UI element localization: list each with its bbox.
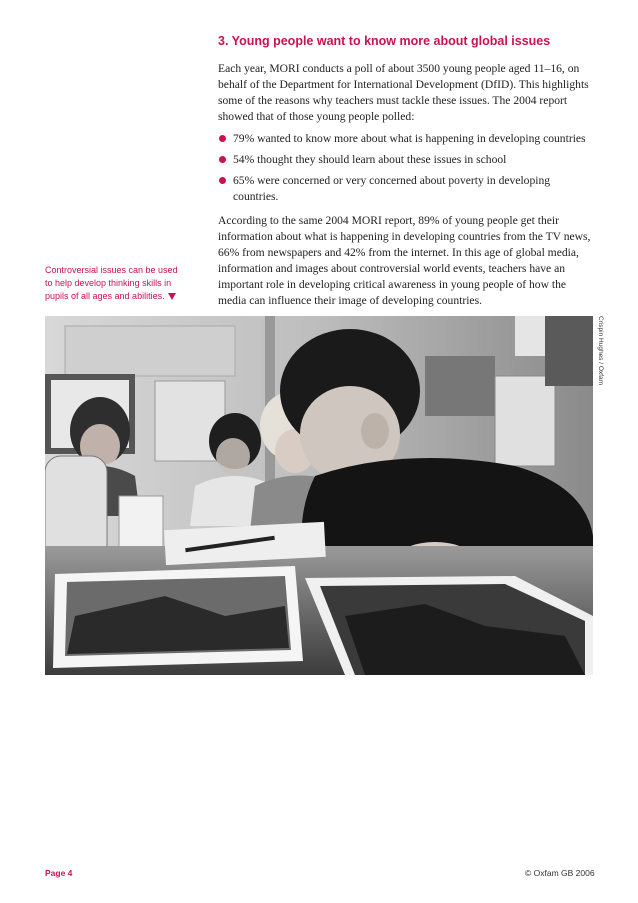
photo-credit: Crispin Hughes / Oxfam bbox=[597, 316, 604, 385]
intro-paragraph: Each year, MORI conducts a poll of about 3500 young people aged 11–16, on behalf of the Department for International Development (DfID). This highlights some of the reasons why teachers must tackle these issues. The 2004 report showed that of those young people polled: bbox=[218, 62, 589, 123]
bullet-text: 65% were concerned or very concerned about poverty in developing countries. bbox=[233, 174, 551, 203]
bullet-dot-icon bbox=[219, 177, 226, 184]
section-heading: 3. Young people want to know more about global issues bbox=[218, 34, 551, 48]
bullet-item bbox=[218, 173, 596, 205]
bullet-dot-icon bbox=[219, 156, 226, 163]
bullet-text: 54% thought they should learn about these issues in school bbox=[233, 153, 507, 166]
classroom-photo bbox=[45, 316, 593, 675]
body-text bbox=[218, 61, 596, 315]
bullet-dot-icon bbox=[219, 135, 226, 142]
bullet-list bbox=[218, 131, 596, 205]
bullet-item bbox=[218, 152, 596, 168]
media-paragraph: According to the same 2004 MORI report, 89% of young people get their information about what is happening in developing countries from the TV news, 66% from newspapers and 42% from the internet. In this age of global media, information and images about controversial world events, teachers have an important role in developing critical awareness in young people of how the media can influence their image of developing countries. bbox=[218, 214, 591, 307]
page-number: Page 4 bbox=[45, 868, 73, 878]
copyright-notice: © Oxfam GB 2006 bbox=[525, 868, 595, 878]
margin-note bbox=[45, 264, 187, 303]
margin-note-text: Controversial issues can be used to help develop thinking skills in pupils of all ages and abilities. bbox=[45, 265, 178, 301]
bullet-item bbox=[218, 131, 596, 147]
bullet-text: 79% wanted to know more about what is happening in developing countries bbox=[233, 132, 586, 145]
down-triangle-icon bbox=[168, 293, 176, 300]
